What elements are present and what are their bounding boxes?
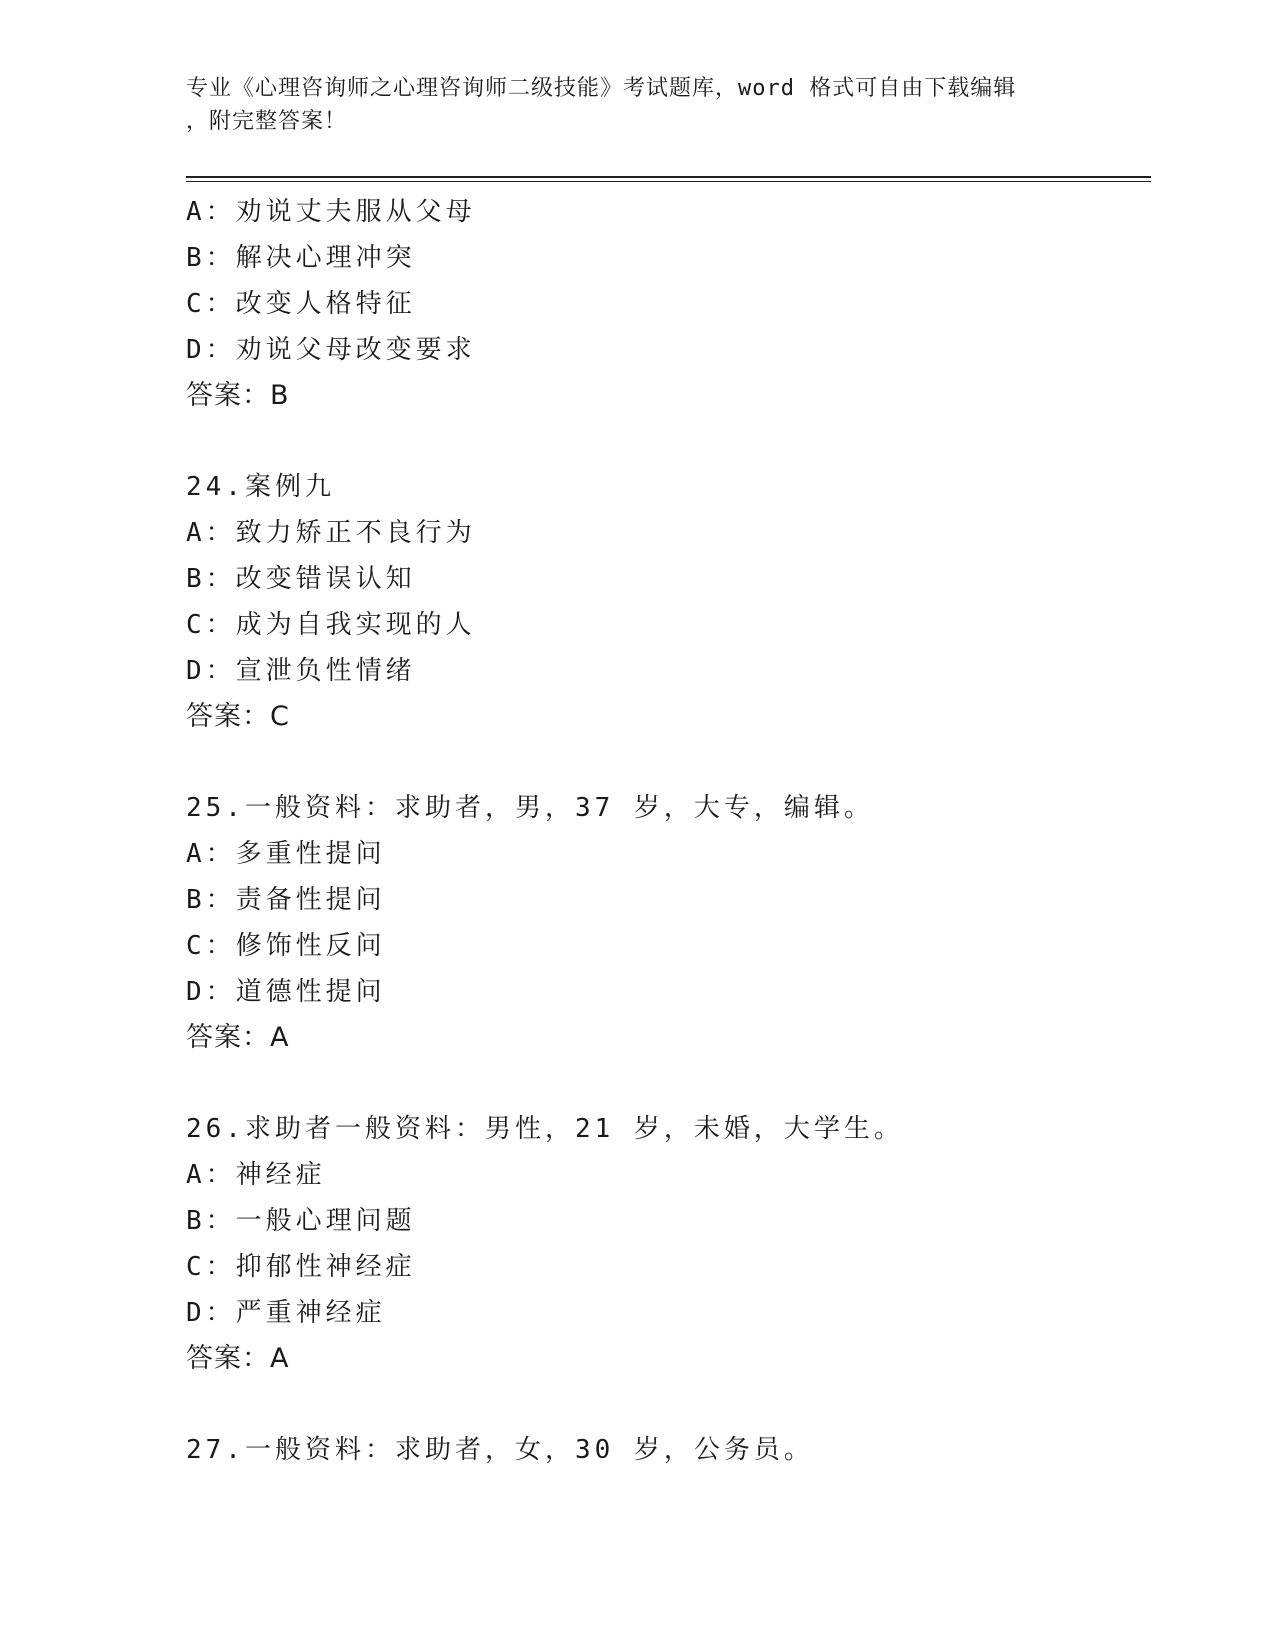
question-stem: 26.求助者一般资料：男性，21 岁，未婚，大学生。 <box>186 1114 904 1144</box>
answer-line: 答案：B <box>186 380 290 411</box>
question-stem: 27.一般资料：求助者，女，30 岁，公务员。 <box>186 1435 814 1465</box>
option-c: C：修饰性反问 <box>186 931 386 961</box>
option-b: B：责备性提问 <box>186 885 386 915</box>
question-stem: 25.一般资料：求助者，男，37 岁，大专，编辑。 <box>186 793 874 823</box>
question-list <box>186 189 1146 1473</box>
option-b: B：改变错误认知 <box>186 564 416 594</box>
option-a: A：劝说丈夫服从父母 <box>186 197 476 227</box>
option-c: C：改变人格特征 <box>186 289 416 319</box>
spacer <box>186 419 1146 464</box>
spacer <box>186 1061 1146 1106</box>
header-divider-thick <box>186 176 1151 178</box>
question-block-24 <box>186 464 1146 740</box>
document-header <box>186 72 1086 138</box>
option-a: A：致力矫正不良行为 <box>186 518 476 548</box>
answer-line: 答案：A <box>186 1343 290 1374</box>
answer-line: 答案：C <box>186 701 290 732</box>
question-stem: 24.案例九 <box>186 472 335 502</box>
option-c: C：抑郁性神经症 <box>186 1252 416 1282</box>
option-a: A：神经症 <box>186 1160 326 1190</box>
question-block-26 <box>186 1106 1146 1382</box>
option-d: D：严重神经症 <box>186 1298 386 1328</box>
spacer <box>186 1382 1146 1427</box>
spacer <box>186 740 1146 785</box>
answer-line: 答案：A <box>186 1022 290 1053</box>
question-block-23 <box>186 189 1146 419</box>
option-d: D：道德性提问 <box>186 977 386 1007</box>
option-d: D：劝说父母改变要求 <box>186 335 476 365</box>
option-a: A：多重性提问 <box>186 839 386 869</box>
option-d: D：宣泄负性情绪 <box>186 656 416 686</box>
option-b: B：解决心理冲突 <box>186 243 416 273</box>
option-b: B：一般心理问题 <box>186 1206 416 1236</box>
question-block-27 <box>186 1427 1146 1473</box>
header-line-1: 专业《心理咨询师之心理咨询师二级技能》考试题库，word 格式可自由下载编辑 <box>186 76 1017 101</box>
header-divider-thin <box>186 181 1151 182</box>
header-line-2: ，附完整答案！ <box>186 109 348 134</box>
question-block-25 <box>186 785 1146 1061</box>
option-c: C：成为自我实现的人 <box>186 610 476 640</box>
